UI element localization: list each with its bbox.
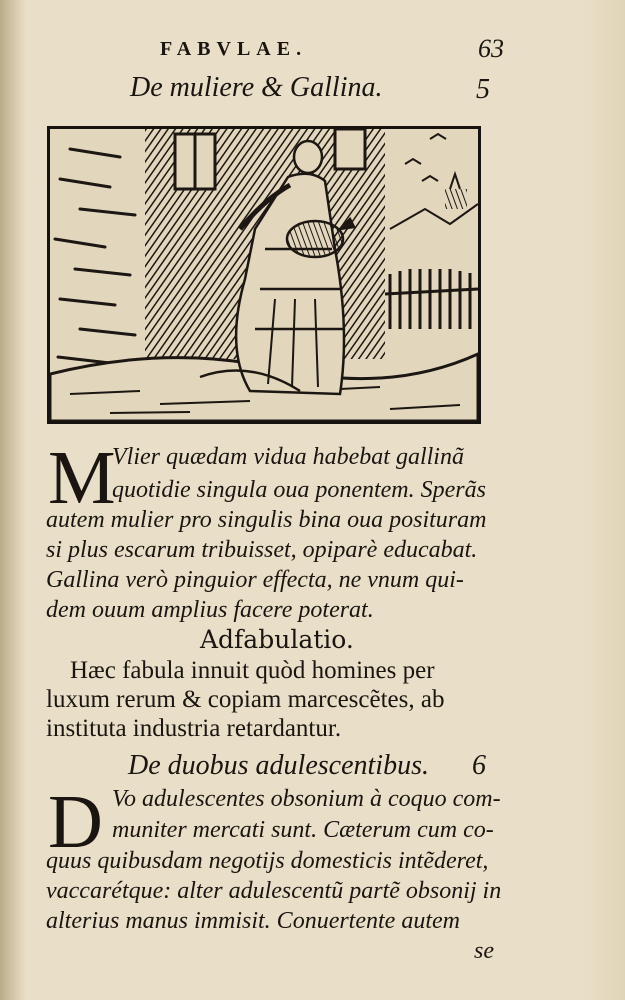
text-line: vaccarétque: alter adulescentũ partẽ obsonij in: [46, 878, 502, 904]
drop-cap: D: [48, 780, 103, 864]
running-head: FABVLAE.: [160, 38, 308, 60]
fable-number: 5: [476, 74, 490, 105]
page-number: 63: [478, 34, 504, 63]
fable-number: 6: [472, 750, 486, 781]
page-header: [0, 34, 625, 68]
text-line: Hæc fabula innuit quòd homines per: [70, 657, 435, 684]
woodcut-illustration: [47, 126, 481, 424]
drop-cap: M: [48, 436, 116, 520]
book-gutter-shadow: [0, 0, 26, 1000]
text-line: dem ouum amplius facere poterat.: [46, 597, 374, 623]
moral-heading: Adfabulatio.: [200, 625, 354, 654]
text-line: si plus escarum tribuisset, opiparè educabat.: [46, 537, 478, 563]
text-line: muniter mercati sunt. Cæterum cum co-: [112, 817, 494, 843]
text-line: quus quibusdam negotijs domesticis intẽderet,: [46, 848, 489, 874]
text-line: instituta industria retardantur.: [46, 715, 342, 742]
catchword: se: [474, 938, 494, 964]
fable-title: De duobus adulescentibus.: [128, 750, 429, 781]
text-line: quotidie singula oua ponentem. Sperãs: [112, 477, 486, 503]
text-line: alterius manus immisit. Conuertente autem: [46, 908, 460, 934]
text-line: Vlier quædam vidua habebat gallinã: [112, 444, 464, 470]
page-right-margin: [585, 0, 625, 1000]
text-line: Vo adulescentes obsonium à coquo com-: [112, 786, 501, 812]
text-line: autem mulier pro singulis bina oua posituram: [46, 507, 487, 533]
woman-and-hen-woodcut: [50, 129, 478, 421]
text-line: luxum rerum & copiam marcescẽtes, ab: [46, 686, 445, 713]
text-line: Gallina verò pinguior effecta, ne vnum qui-: [46, 567, 464, 593]
fable-title: De muliere & Gallina.: [130, 72, 383, 103]
